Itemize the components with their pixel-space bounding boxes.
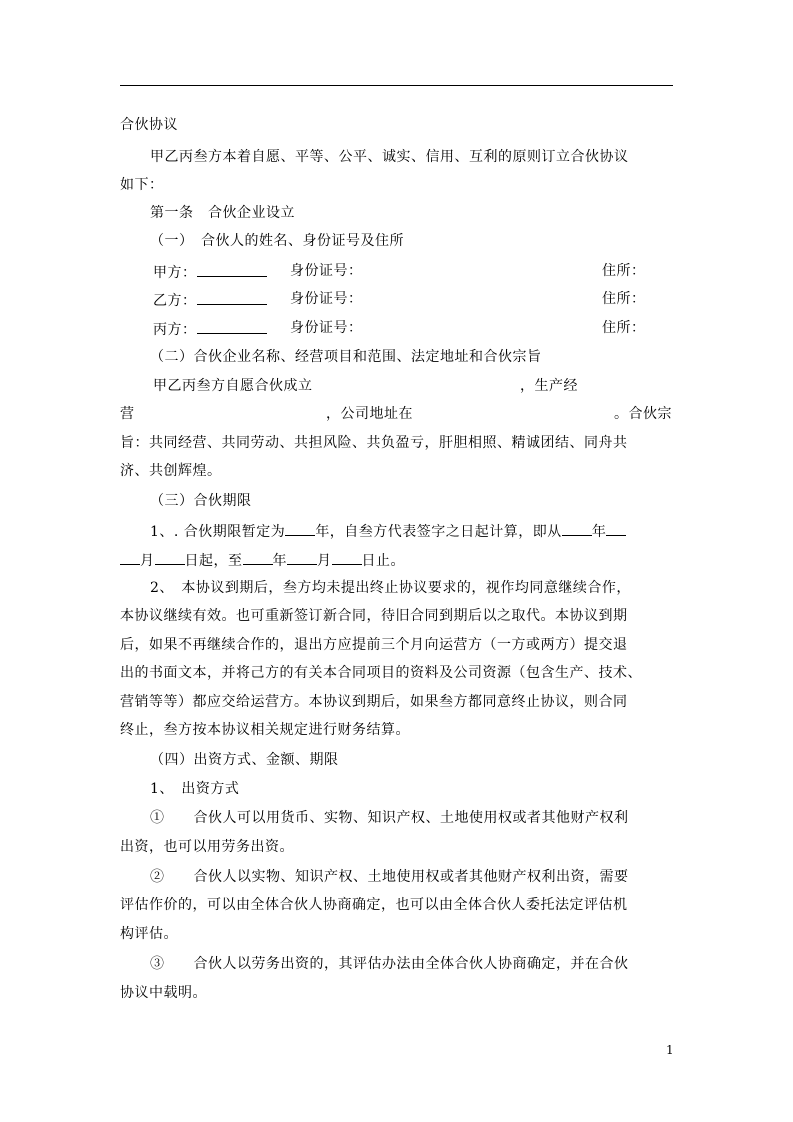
party-b-row <box>153 290 267 310</box>
term-text-d: 月 <box>140 553 155 569</box>
party-a-address-label: 住所： <box>602 263 646 279</box>
end-day-blank <box>332 550 362 565</box>
page-number: 1 <box>666 1043 674 1057</box>
clause-1-line-1: ① 合伙人可以用货币、实物、知识产权、土地使用权或者其他财产权利 <box>150 810 629 826</box>
term-text-h: 日止。 <box>361 553 405 569</box>
establish-line-1b: ，生产经 <box>520 378 578 394</box>
term-line-2 <box>120 550 405 570</box>
party-b-id-label: 身份证号： <box>290 291 363 307</box>
party-b-address-label: 住所： <box>602 291 646 307</box>
establish-line-3: 旨：共同经营、共同劳动、共担风险、共负盈亏，肝胆相照、精诚团结、同舟共 <box>120 435 628 451</box>
term-2-line-6: 终止，叁方按本协议相关规定进行财务结算。 <box>120 722 410 738</box>
term-text-c: 年 <box>591 524 607 540</box>
party-c-name-blank <box>197 319 267 334</box>
term-text-g: 月 <box>317 553 332 569</box>
document-title: 合伙协议 <box>120 117 178 133</box>
party-a-label: 甲方： <box>153 265 197 281</box>
party-b-label: 乙方： <box>153 293 197 309</box>
term-2-line-4: 出的书面文本，并将己方的有关本合同项目的资料及公司资源（包含生产、技术、 <box>120 665 642 681</box>
establish-line-2c: 。合伙宗 <box>614 406 672 422</box>
party-c-label: 丙方： <box>153 322 197 338</box>
establish-line-4: 济、共创辉煌。 <box>120 463 222 479</box>
start-month-blank-part1 <box>606 521 626 536</box>
party-b-name-blank <box>197 290 267 305</box>
party-a-name-blank <box>197 262 267 277</box>
term-text-a: 1、. 合伙期限暂定为 <box>150 524 286 540</box>
end-year-blank <box>243 550 273 565</box>
establish-line-1a: 甲乙丙叁方自愿合伙成立 <box>153 378 313 394</box>
clause-1-line-2: 出资，也可以用劳务出资。 <box>120 839 294 855</box>
term-text-e: 日起，至 <box>184 553 243 569</box>
party-c-row <box>153 319 267 339</box>
clause-3-line-2: 协议中载明。 <box>120 985 207 1001</box>
establish-line-2a: 营 <box>120 406 135 422</box>
term-2-line-1: 2、 本协议到期后，叁方均未提出终止协议要求的，视作均同意继续合作， <box>150 580 631 596</box>
start-year-blank <box>562 521 592 536</box>
header-rule <box>120 85 673 86</box>
start-day-blank <box>155 550 185 565</box>
intro-line-1: 甲乙丙叁方本着自愿、平等、公平、诚实、信用、互利的原则订立合伙协议 <box>150 149 629 165</box>
intro-line-2: 如下： <box>120 177 164 193</box>
clause-2-line-3: 构评估。 <box>120 926 178 942</box>
term-years-blank <box>285 521 315 536</box>
party-c-id-label: 身份证号： <box>290 320 363 336</box>
section-2-heading: （二）合伙企业名称、经营项目和范围、法定地址和合伙宗旨 <box>150 349 542 365</box>
section-1-heading: （一） 合伙人的姓名、身份证号及住所 <box>150 233 404 249</box>
term-text-b: 年，自叁方代表签字之日起计算，即从 <box>315 524 562 540</box>
start-month-blank-part2 <box>120 550 140 565</box>
party-a-id-label: 身份证号： <box>290 263 363 279</box>
term-text-f: 年 <box>272 553 287 569</box>
term-2-line-3: 后，如果不再继续合作的，退出方应提前三个月向运营方（一方或两方）提交退 <box>120 637 628 653</box>
party-c-address-label: 住所： <box>602 320 646 336</box>
clause-2-line-1: ② 合伙人以实物、知识产权、土地使用权或者其他财产权利出资，需要 <box>150 869 629 885</box>
clause-3-line-1: ③ 合伙人以劳务出资的，其评估办法由全体合伙人协商确定，并在合伙 <box>150 956 629 972</box>
contribution-method-heading: 1、 出资方式 <box>150 781 240 797</box>
term-2-line-5: 营销等等）都应交给运营方。本协议到期后，如果叁方都同意终止协议，则合同 <box>120 694 628 710</box>
term-2-line-2: 本协议继续有效。也可重新签订新合同，待旧合同到期后以之取代。本协议到期 <box>120 608 628 624</box>
section-4-heading: （四）出资方式、金额、期限 <box>150 752 339 768</box>
establish-line-2b: ，公司地址在 <box>326 406 413 422</box>
term-line-1 <box>150 521 626 541</box>
party-a-row <box>153 262 267 282</box>
end-month-blank <box>287 550 317 565</box>
section-3-heading: （三）合伙期限 <box>150 493 252 509</box>
clause-2-line-2: 评估作价的，可以由全体合伙人协商确定，也可以由全体合伙人委托法定评估机 <box>120 897 628 913</box>
article-1-heading: 第一条 合伙企业设立 <box>150 205 295 221</box>
